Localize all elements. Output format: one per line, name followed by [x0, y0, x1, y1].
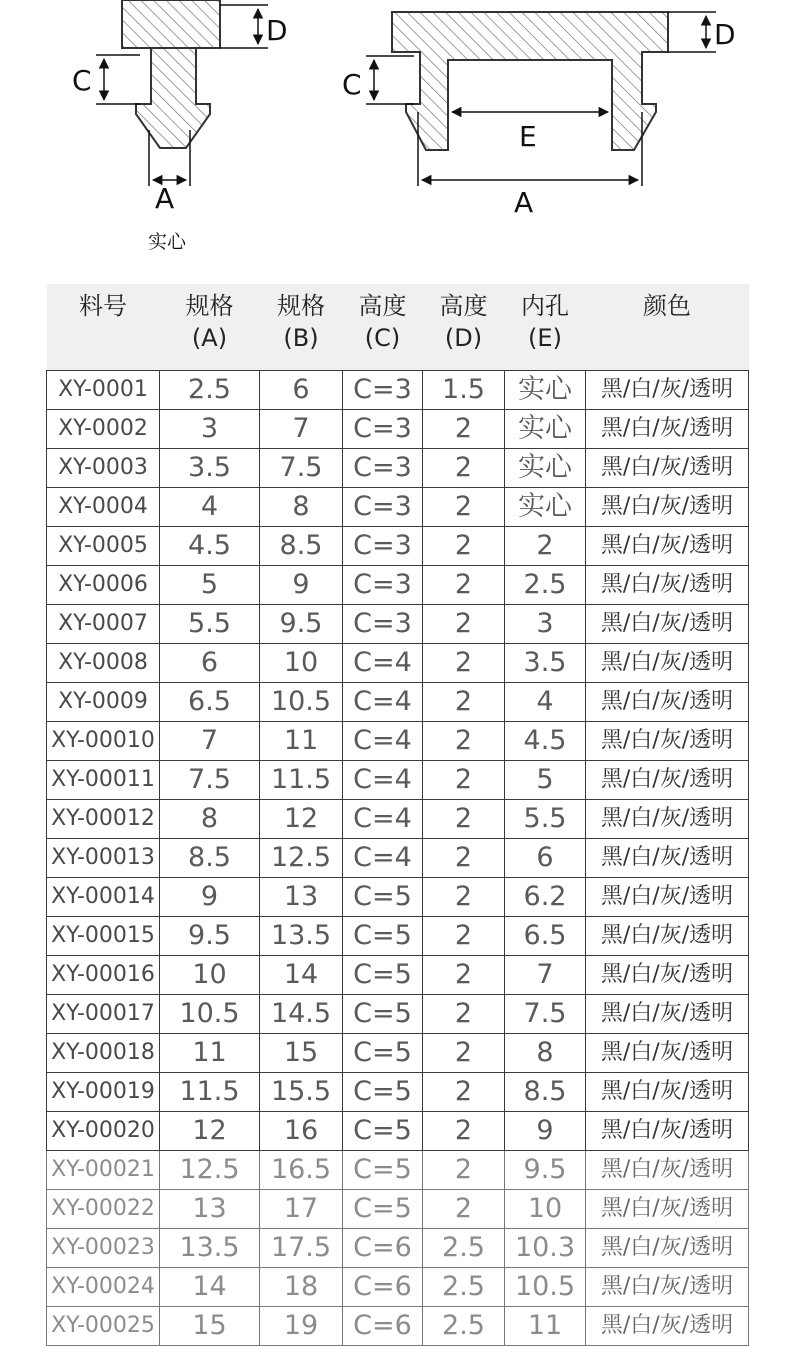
spec-a-cell: 5.5: [160, 605, 260, 644]
spec-a-cell: 3.5: [160, 449, 260, 488]
color-cell: 黑/白/灰/透明: [586, 1307, 749, 1346]
inner-hole-cell: 实心: [505, 410, 586, 449]
part-no-cell: XY-00012: [47, 800, 160, 839]
height-d-cell: 2: [423, 839, 505, 878]
height-c-cell: C=4: [343, 800, 423, 839]
color-cell: 黑/白/灰/透明: [586, 800, 749, 839]
height-d-cell: 2: [423, 605, 505, 644]
spec-b-cell: 11.5: [260, 761, 343, 800]
solid-a-label: A: [155, 182, 175, 215]
height-d-cell: 2.5: [423, 1229, 505, 1268]
spec-b-cell: 6: [260, 371, 343, 410]
part-no-cell: XY-00021: [47, 1151, 160, 1190]
inner-hole-cell: 2.5: [505, 566, 586, 605]
spec-a-cell: 4.5: [160, 527, 260, 566]
height-c-cell: C=3: [343, 449, 423, 488]
part-no-cell: XY-0008: [47, 644, 160, 683]
inner-hole-cell: 9: [505, 1112, 586, 1151]
header-height-d: [423, 284, 505, 371]
header-color: [586, 284, 749, 371]
plug-diagram: [0, 0, 790, 280]
spec-b-cell: 7: [260, 410, 343, 449]
part-no-cell: XY-00010: [47, 722, 160, 761]
spec-b-cell: 14.5: [260, 995, 343, 1034]
part-no-cell: XY-00015: [47, 917, 160, 956]
height-c-cell: C=5: [343, 995, 423, 1034]
table-row: [47, 1268, 749, 1307]
height-d-cell: 2: [423, 566, 505, 605]
inner-hole-cell: 6.5: [505, 917, 586, 956]
height-d-cell: 2: [423, 488, 505, 527]
inner-hole-cell: 7: [505, 956, 586, 995]
part-no-cell: XY-0003: [47, 449, 160, 488]
solid-caption: 实心: [148, 231, 187, 253]
part-no-cell: XY-00024: [47, 1268, 160, 1307]
table-header-row: [47, 284, 749, 371]
spec-a-cell: 12: [160, 1112, 260, 1151]
header-title: 料号: [79, 292, 127, 320]
inner-hole-cell: 5: [505, 761, 586, 800]
color-cell: 黑/白/灰/透明: [586, 605, 749, 644]
color-cell: 黑/白/灰/透明: [586, 566, 749, 605]
height-d-cell: 1.5: [423, 371, 505, 410]
height-d-cell: 2: [423, 722, 505, 761]
table-row: [47, 839, 749, 878]
height-d-cell: 2: [423, 1073, 505, 1112]
color-cell: 黑/白/灰/透明: [586, 410, 749, 449]
color-cell: 黑/白/灰/透明: [586, 1112, 749, 1151]
spec-a-cell: 13: [160, 1190, 260, 1229]
part-no-cell: XY-00020: [47, 1112, 160, 1151]
header-subtitle: (D): [444, 324, 483, 352]
inner-hole-cell: 4.5: [505, 722, 586, 761]
inner-hole-cell: 2: [505, 527, 586, 566]
spec-a-cell: 3: [160, 410, 260, 449]
part-no-cell: XY-0001: [47, 371, 160, 410]
height-d-cell: 2: [423, 527, 505, 566]
height-c-cell: C=6: [343, 1229, 423, 1268]
color-cell: 黑/白/灰/透明: [586, 1073, 749, 1112]
inner-hole-cell: 9.5: [505, 1151, 586, 1190]
table-row: [47, 371, 749, 410]
hollow-a-label: A: [514, 186, 534, 219]
inner-hole-cell: 实心: [505, 371, 586, 410]
height-d-cell: 2: [423, 1034, 505, 1073]
height-d-cell: 2: [423, 449, 505, 488]
spec-a-cell: 4: [160, 488, 260, 527]
height-d-cell: 2: [423, 1112, 505, 1151]
spec-a-cell: 9.5: [160, 917, 260, 956]
spec-a-cell: 10: [160, 956, 260, 995]
part-no-cell: XY-0006: [47, 566, 160, 605]
hollow-plug-drawing: [342, 12, 736, 219]
height-c-cell: C=5: [343, 1073, 423, 1112]
header-inner-hole-e: [505, 284, 586, 371]
table-row: [47, 1073, 749, 1112]
spec-a-cell: 5: [160, 566, 260, 605]
solid-c-label: C: [72, 64, 92, 97]
header-spec-b: [260, 284, 343, 371]
height-c-cell: C=3: [343, 566, 423, 605]
table-row: [47, 878, 749, 917]
height-d-cell: 2: [423, 644, 505, 683]
table-row: [47, 722, 749, 761]
header-spec-a: [160, 284, 260, 371]
inner-hole-cell: 8.5: [505, 1073, 586, 1112]
hollow-c-label: C: [342, 68, 362, 101]
header-subtitle: (A): [191, 324, 228, 352]
height-c-cell: C=3: [343, 605, 423, 644]
spec-b-cell: 9: [260, 566, 343, 605]
spec-b-cell: 11: [260, 722, 343, 761]
table-row: [47, 488, 749, 527]
spec-b-cell: 18: [260, 1268, 343, 1307]
spec-b-cell: 15.5: [260, 1073, 343, 1112]
table-row: [47, 1307, 749, 1346]
height-d-cell: 2.5: [423, 1307, 505, 1346]
part-no-cell: XY-0007: [47, 605, 160, 644]
color-cell: 黑/白/灰/透明: [586, 917, 749, 956]
inner-hole-cell: 10: [505, 1190, 586, 1229]
solid-d-label: D: [266, 14, 288, 47]
height-c-cell: C=4: [343, 761, 423, 800]
color-cell: 黑/白/灰/透明: [586, 1190, 749, 1229]
spec-b-cell: 16.5: [260, 1151, 343, 1190]
spec-b-cell: 13: [260, 878, 343, 917]
height-c-cell: C=3: [343, 527, 423, 566]
spec-b-cell: 17.5: [260, 1229, 343, 1268]
color-cell: 黑/白/灰/透明: [586, 683, 749, 722]
spec-b-cell: 8: [260, 488, 343, 527]
spec-a-cell: 13.5: [160, 1229, 260, 1268]
color-cell: 黑/白/灰/透明: [586, 449, 749, 488]
color-cell: 黑/白/灰/透明: [586, 527, 749, 566]
color-cell: 黑/白/灰/透明: [586, 488, 749, 527]
spec-b-cell: 16: [260, 1112, 343, 1151]
table-body: [47, 371, 749, 1346]
header-height-c: [343, 284, 423, 371]
header-subtitle: (E): [528, 324, 562, 352]
table-row: [47, 566, 749, 605]
part-no-cell: XY-00016: [47, 956, 160, 995]
inner-hole-cell: 3: [505, 605, 586, 644]
part-no-cell: XY-00019: [47, 1073, 160, 1112]
color-cell: 黑/白/灰/透明: [586, 761, 749, 800]
height-d-cell: 2: [423, 878, 505, 917]
spec-a-cell: 2.5: [160, 371, 260, 410]
height-c-cell: C=4: [343, 683, 423, 722]
table-row: [47, 917, 749, 956]
spec-b-cell: 10.5: [260, 683, 343, 722]
color-cell: 黑/白/灰/透明: [586, 995, 749, 1034]
part-no-cell: XY-00017: [47, 995, 160, 1034]
color-cell: 黑/白/灰/透明: [586, 1151, 749, 1190]
height-d-cell: 2: [423, 800, 505, 839]
color-cell: 黑/白/灰/透明: [586, 878, 749, 917]
spec-b-cell: 13.5: [260, 917, 343, 956]
header-part-no: [47, 284, 160, 371]
height-c-cell: C=3: [343, 371, 423, 410]
table-row: [47, 1151, 749, 1190]
table-row: [47, 449, 749, 488]
inner-hole-cell: 5.5: [505, 800, 586, 839]
inner-hole-cell: 10.3: [505, 1229, 586, 1268]
height-d-cell: 2: [423, 1151, 505, 1190]
height-c-cell: C=4: [343, 839, 423, 878]
color-cell: 黑/白/灰/透明: [586, 371, 749, 410]
spec-a-cell: 12.5: [160, 1151, 260, 1190]
solid-plug-section: [122, 0, 220, 148]
part-no-cell: XY-00025: [47, 1307, 160, 1346]
header-subtitle: (B): [283, 324, 319, 352]
height-c-cell: C=6: [343, 1268, 423, 1307]
part-no-cell: XY-00013: [47, 839, 160, 878]
spec-a-cell: 11: [160, 1034, 260, 1073]
inner-hole-cell: 6.2: [505, 878, 586, 917]
spec-b-cell: 17: [260, 1190, 343, 1229]
spec-b-cell: 14: [260, 956, 343, 995]
spec-b-cell: 7.5: [260, 449, 343, 488]
part-no-cell: XY-00022: [47, 1190, 160, 1229]
height-d-cell: 2: [423, 917, 505, 956]
header-title: 规格: [277, 292, 325, 320]
part-no-cell: XY-0005: [47, 527, 160, 566]
header-subtitle: (C): [364, 324, 401, 352]
spec-table: [46, 284, 749, 1346]
height-d-cell: 2: [423, 761, 505, 800]
inner-hole-cell: 4: [505, 683, 586, 722]
part-no-cell: XY-00011: [47, 761, 160, 800]
part-no-cell: XY-00018: [47, 1034, 160, 1073]
table-row: [47, 644, 749, 683]
height-c-cell: C=5: [343, 1151, 423, 1190]
header-title: 内孔: [521, 292, 569, 320]
height-d-cell: 2: [423, 995, 505, 1034]
part-no-cell: XY-00014: [47, 878, 160, 917]
height-c-cell: C=5: [343, 956, 423, 995]
table-row: [47, 1190, 749, 1229]
inner-hole-cell: 7.5: [505, 995, 586, 1034]
height-c-cell: C=5: [343, 1190, 423, 1229]
spec-b-cell: 8.5: [260, 527, 343, 566]
header-title: 高度: [358, 292, 407, 320]
height-c-cell: C=6: [343, 1307, 423, 1346]
spec-b-cell: 10: [260, 644, 343, 683]
color-cell: 黑/白/灰/透明: [586, 956, 749, 995]
inner-hole-cell: 6: [505, 839, 586, 878]
header-title: 高度: [439, 292, 488, 320]
inner-hole-cell: 8: [505, 1034, 586, 1073]
table-row: [47, 527, 749, 566]
spec-b-cell: 19: [260, 1307, 343, 1346]
spec-b-cell: 12: [260, 800, 343, 839]
table-row: [47, 1112, 749, 1151]
hollow-e-label: E: [519, 120, 537, 153]
part-no-cell: XY-0004: [47, 488, 160, 527]
spec-b-cell: 15: [260, 1034, 343, 1073]
part-no-cell: XY-0009: [47, 683, 160, 722]
color-cell: 黑/白/灰/透明: [586, 1268, 749, 1307]
table-row: [47, 1229, 749, 1268]
height-c-cell: C=3: [343, 410, 423, 449]
table-row: [47, 761, 749, 800]
spec-a-cell: 6.5: [160, 683, 260, 722]
solid-plug-drawing: [72, 0, 288, 253]
color-cell: 黑/白/灰/透明: [586, 644, 749, 683]
color-cell: 黑/白/灰/透明: [586, 722, 749, 761]
spec-a-cell: 7.5: [160, 761, 260, 800]
height-d-cell: 2.5: [423, 1268, 505, 1307]
table-row: [47, 956, 749, 995]
spec-a-cell: 8.5: [160, 839, 260, 878]
spec-a-cell: 14: [160, 1268, 260, 1307]
hollow-d-label: D: [714, 18, 736, 51]
height-c-cell: C=4: [343, 722, 423, 761]
inner-hole-cell: 10.5: [505, 1268, 586, 1307]
part-no-cell: XY-00023: [47, 1229, 160, 1268]
spec-a-cell: 10.5: [160, 995, 260, 1034]
header-title: 规格: [185, 292, 234, 320]
inner-hole-cell: 实心: [505, 449, 586, 488]
height-d-cell: 2: [423, 683, 505, 722]
table-row: [47, 995, 749, 1034]
table-row: [47, 683, 749, 722]
table-row: [47, 1034, 749, 1073]
table-row: [47, 605, 749, 644]
spec-a-cell: 7: [160, 722, 260, 761]
spec-b-cell: 12.5: [260, 839, 343, 878]
spec-a-cell: 15: [160, 1307, 260, 1346]
height-d-cell: 2: [423, 956, 505, 995]
table-row: [47, 800, 749, 839]
height-c-cell: C=5: [343, 1034, 423, 1073]
table-row: [47, 410, 749, 449]
color-cell: 黑/白/灰/透明: [586, 839, 749, 878]
color-cell: 黑/白/灰/透明: [586, 1034, 749, 1073]
height-d-cell: 2: [423, 410, 505, 449]
spec-a-cell: 9: [160, 878, 260, 917]
header-title: 颜色: [643, 292, 691, 320]
spec-a-cell: 8: [160, 800, 260, 839]
inner-hole-cell: 实心: [505, 488, 586, 527]
inner-hole-cell: 3.5: [505, 644, 586, 683]
spec-a-cell: 6: [160, 644, 260, 683]
height-c-cell: C=3: [343, 488, 423, 527]
height-c-cell: C=5: [343, 1112, 423, 1151]
height-c-cell: C=5: [343, 878, 423, 917]
spec-b-cell: 9.5: [260, 605, 343, 644]
part-no-cell: XY-0002: [47, 410, 160, 449]
inner-hole-cell: 11: [505, 1307, 586, 1346]
height-c-cell: C=4: [343, 644, 423, 683]
height-d-cell: 2: [423, 1190, 505, 1229]
height-c-cell: C=5: [343, 917, 423, 956]
color-cell: 黑/白/灰/透明: [586, 1229, 749, 1268]
spec-a-cell: 11.5: [160, 1073, 260, 1112]
